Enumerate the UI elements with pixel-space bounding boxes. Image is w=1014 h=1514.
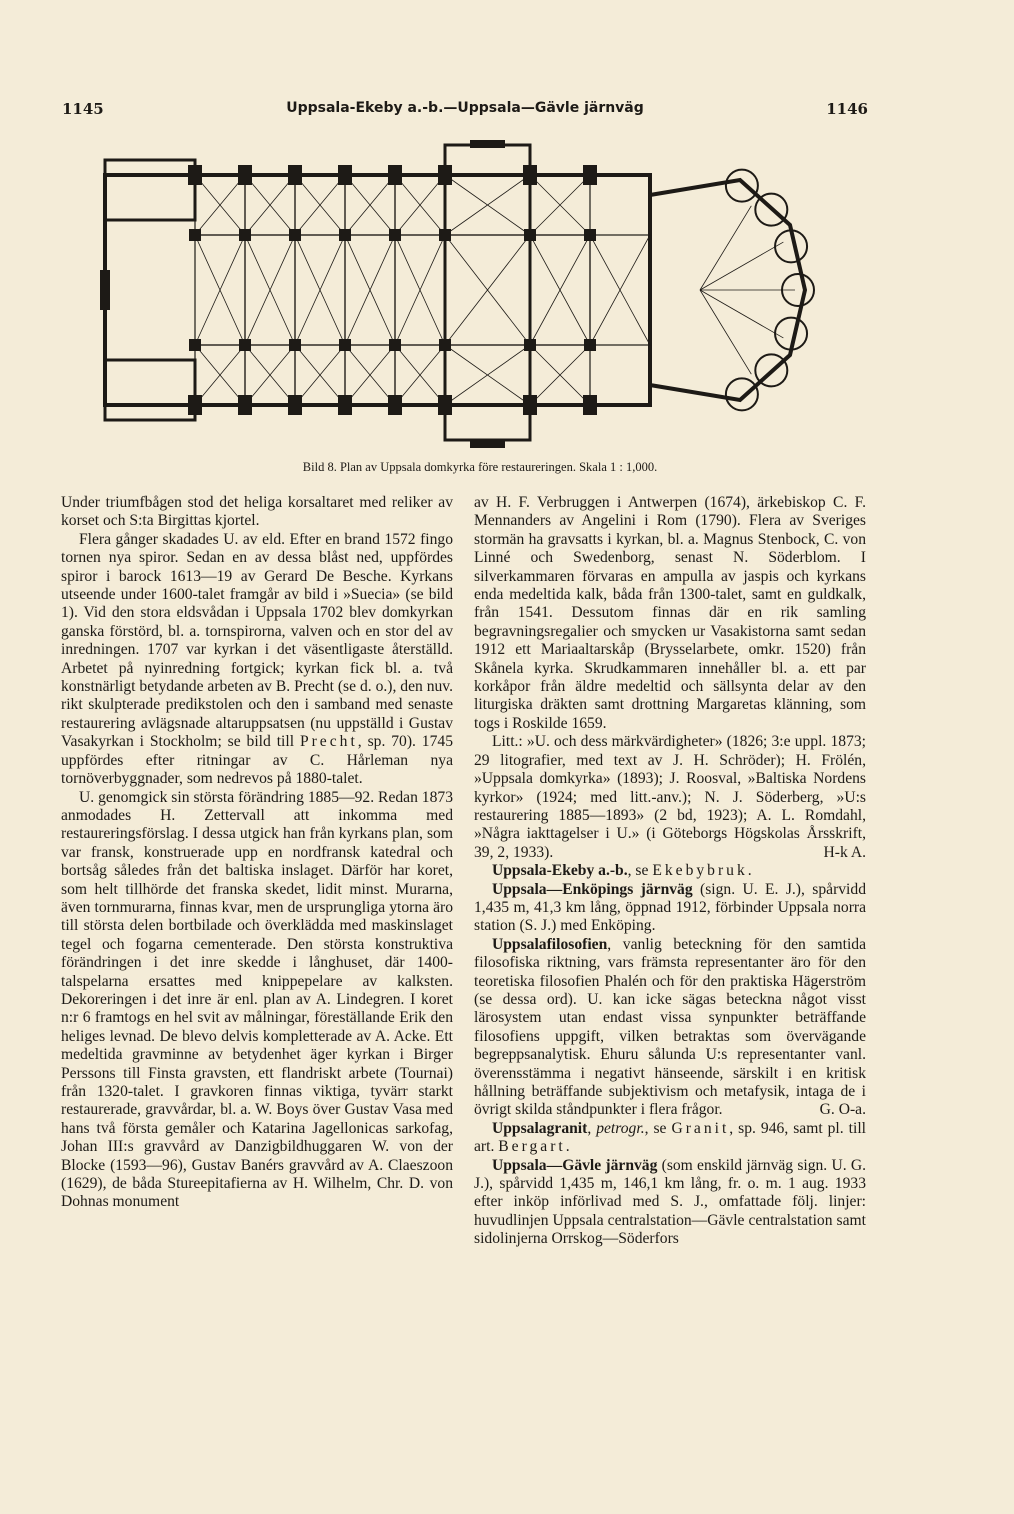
paragraph: Flera gånger skadades U. av eld. Efter en brand 1572 fingo tornen nya spiror. Sedan en av dessa blåst ned, uppfördes spiror i barock 1613—19 av Gerard De Besche. Kyrkans utseende under 1600-talet framgår av bild i »Suecia» (se bild 1). Vid den stora eldsvådan i Uppsala 1702 blev domkyrkan ganska förstörd, bl. a. tornspirorna, valven och en stor del av inredningen. 1707 var kyrkan i det väsentligaste återställd. Arbetet på nyinredning fortgick; kyrkan fick bl. a. två konstnärligt betydande arbeten av B. Precht (se d. o.), den nuv. rikt skulpterade predikstolen och den i samband med senaste restaurering avlägsnade altaruppsatsen (nu uppställd i Gustav Vasakyrkan i Stockholm; se bild till Precht, sp. 70). 1745 uppfördes efter ritningar av C. Hårleman nya tornöverbyggnader, som nedrevos på 1880-talet. bbox=[61, 530, 453, 788]
left-column bbox=[61, 494, 453, 1212]
right-column bbox=[474, 494, 866, 1249]
running-head bbox=[62, 100, 868, 124]
paragraph: U. genomgick sin största förändring 1885—92. Redan 1873 anmodades H. Zettervall att inkomma med restaureringsförslag. I dessa utgick han från kyrkans plan, som var fransk, konstruerade upp en nordfransk katedral och bortsåg således från det baltiska inslaget. Därför har koret, som helt tillhörde det franska skedet, lidit minst. Murarna, även tornmurarna, finnas kvar, men de ursprungliga ytorna äro till största delen bortbilade och överklädda med maskinslaget tegel och fogarna cementerade. Den största konstruktiva förändringen i det inre skedde i långhuset, där 1400-talspelarna ersattes med knippepelare av kalksten. Dekoreringen i det inre är enl. plan av A. Lindegren. I koret n:r 6 framtogs en hel svit av målningar, föreställande Erik den heliges levnad. De blevo delvis kompletterade av A. Acke. Ett medeltida gravminne av betydenhet äger kyrkan i Birger Perssons till Finsta gravsten, ett flandriskt arbete (Tournai) från 1320-talet. I gravkoren finnas viktiga, tyvärr starkt restaurerade, gravvårdar, bl. a. W. Boys över Gustav Vasa med hans två första gemåler och Katarina Jagellonicas sarkofag, Johan III:s gravvård av Danzigbildhuggaren W. von der Blocke (1593—96), Gustav Banérs gravvård av A. Claeszoon (1629), de båda Stureepitafierna av H. Wilhelm, Chr. D. von Dohnas monument bbox=[61, 788, 453, 1211]
page-number-right: 1146 bbox=[826, 100, 868, 118]
floor-plan-drawing bbox=[100, 140, 816, 450]
page-number-left: 1145 bbox=[62, 100, 104, 118]
entry-uppsala-gavle: Uppsala—Gävle järnväg (som enskild järnväg sign. U. G. J.), spårvidd 1,435 m, 146,1 km lång, fr. o. m. 1 aug. 1933 efter inköp införlivad med S. J., omfattade följ. linjer: huvudlinjen Uppsala centralstation—Gävle centralstation samt sidolinjerna Orrskog—Söderfors bbox=[474, 1156, 866, 1248]
paragraph: av H. F. Verbruggen i Antwerpen (1674), ärkebiskop C. F. Mennanders av Angelini i Rom (1790). Flera av Sveriges stormän ha gravsatts i kyrkan, bl. a. Magnus Stenbock, C. von Linné och Swedenborg, senast N. Söderblom. I silverkammaren förvaras en ampulla av jaspis och kyrkans enda medeltida kalk, båda från 1300-talet, samt en guldkalk, från 1541. Dessutom finnas där en rik samling begravningsregalier och smycken ur Vasakistorna samt sedan 1912 ett Mariaaltarskåp (Brysselarbete, omkr. 1520) från Skånela kyrka. Skrudkammaren innehåller bl. a. ett par korkåpor från äldre medeltid och sällsynta delar av den liturgiska dräkten samt drottning Margaretas klänning, som togs i Roskilde 1659. bbox=[474, 494, 866, 732]
literature-paragraph: Litt.: »U. och dess märkvärdigheter» (1826; 3:e uppl. 1873; 29 litografier, med text av J. H. Schröder); H. Frölén, »Uppsala domkyrka» (1893); J. Roosval, »Baltiska Nordens kyrkor» (1924; med litt.-anv.); N. J. Söderberg, »U:s restaurering 1885—1893» (2 bd, 1923); A. L. Romdahl, »Några iakttagelser i U.» (i Göteborgs Högskolas Årsskrift, 39, 2, 1933). H-k A. bbox=[474, 733, 866, 861]
cathedral-floor-plan bbox=[100, 140, 816, 450]
figure-caption: Bild 8. Plan av Uppsala domkyrka före restaureringen. Skala 1 : 1,000. bbox=[302, 460, 658, 474]
entry-uppsala-ekeby: Uppsala-Ekeby a.-b., se Ekebybruk. bbox=[492, 862, 752, 880]
entry-uppsalafilosofien: Uppsalafilosofien, vanlig beteckning för den samtida filosofiska riktning, vars främsta representanter äro för den teoretiska filosofien Phalén och för den praktiska Hägerström (se dessa ord). U. kan icke sägas beteckna något visst lärosystem utan endast vissa synpunkter beträffande filosofiens uppgift, vilken betraktas som övervägande begreppsanalytisk. Ehuru sålunda U:s representanter vanl. överensstämma i negativt hänseende, särskilt i en kritisk hållning beträffande subjektivism och metafysik, intaga de i övrigt skilda ståndpunkter i flera frågor. G. O-a. bbox=[474, 935, 866, 1119]
entry-uppsalagranit: Uppsalagranit, petrogr., se Granit, sp. 946, samt pl. till art. Bergart. bbox=[474, 1119, 866, 1156]
running-title: Uppsala-Ekeby a.-b.—Uppsala—Gävle järnväg bbox=[286, 100, 644, 116]
entry-uppsala-enkoping: Uppsala—Enköpings järnväg (sign. U. E. J.), spårvidd 1,435 m, 41,3 km lång, öppnad 1912, förbinder Uppsala norra station (S. J.) med Enköping. bbox=[474, 880, 866, 935]
paragraph: Under triumfbågen stod det heliga korsaltaret med reliker av korset och S:ta Birgittas kjortel. bbox=[61, 494, 453, 530]
